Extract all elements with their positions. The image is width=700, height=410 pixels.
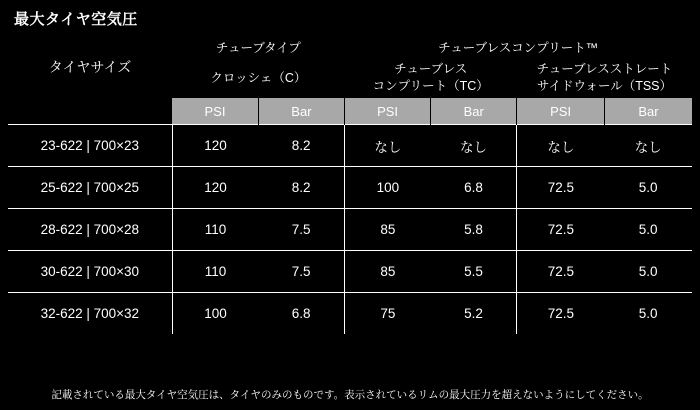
cell-tss-bar: 5.0 (604, 293, 692, 335)
column-header-tc-line1: チューブレス (394, 62, 468, 77)
group-header-tubeless-complete: チューブレスコンプリート™ (438, 41, 599, 55)
cell-tc-bar: 5.8 (431, 209, 517, 251)
row-size: 23-622 | 700×23 (8, 125, 172, 167)
cell-crochet-bar: 7.5 (258, 251, 344, 293)
cell-tss-psi: 72.5 (517, 167, 605, 209)
max-tyre-pressure-table (8, 36, 692, 334)
cell-tc-psi: なし (345, 125, 431, 167)
unit-tc-bar: Bar (431, 98, 517, 125)
cell-tc-psi: 85 (345, 251, 431, 293)
unit-row (8, 98, 692, 125)
table-row (8, 251, 692, 293)
cell-tss-bar: なし (604, 125, 692, 167)
column-header-tubeless-complete (345, 58, 517, 98)
cell-crochet-psi: 120 (172, 167, 258, 209)
cell-tss-psi: なし (517, 125, 605, 167)
cell-tc-bar: 6.8 (431, 167, 517, 209)
cell-tc-bar: なし (431, 125, 517, 167)
row-size: 32-622 | 700×32 (8, 293, 172, 335)
cell-crochet-psi: 100 (172, 293, 258, 335)
page-title: 最大タイヤ空気圧 (14, 11, 138, 28)
table-row (8, 125, 692, 167)
row-size: 30-622 | 700×30 (8, 251, 172, 293)
cell-tc-bar: 5.2 (431, 293, 517, 335)
pressure-table-container (8, 36, 692, 334)
row-size: 25-622 | 700×25 (8, 167, 172, 209)
cell-tc-psi: 85 (345, 209, 431, 251)
table-row (8, 293, 692, 335)
cell-crochet-bar: 7.5 (258, 209, 344, 251)
group-header-tube-type: チューブタイプ (215, 41, 301, 55)
unit-row-blank (8, 98, 172, 125)
unit-tc-psi: PSI (345, 98, 431, 125)
group-header-row (8, 36, 692, 58)
cell-tss-psi: 72.5 (517, 293, 605, 335)
footnote: 記載されている最大タイヤ空気圧は、タイヤのみのものです。表示されているリムの最大圧力を超えないようにしてください。 (51, 389, 649, 401)
cell-tc-bar: 5.5 (431, 251, 517, 293)
cell-tss-psi: 72.5 (517, 209, 605, 251)
table-row (8, 167, 692, 209)
row-size: 28-622 | 700×28 (8, 209, 172, 251)
column-header-tubeless-straight-sidewall (517, 58, 692, 98)
cell-crochet-bar: 8.2 (258, 167, 344, 209)
cell-crochet-bar: 6.8 (258, 293, 344, 335)
unit-crochet-bar: Bar (258, 98, 344, 125)
cell-tc-psi: 75 (345, 293, 431, 335)
cell-tss-psi: 72.5 (517, 251, 605, 293)
column-header-tss-line1: チューブレスストレート (536, 62, 673, 77)
column-header-crochet-line1: クロッシェ（C） (210, 70, 307, 85)
column-header-tss-line2: サイドウォール（TSS） (536, 79, 673, 93)
cell-crochet-psi: 120 (172, 125, 258, 167)
tyre-size-header: タイヤサイズ (48, 59, 132, 75)
cell-crochet-psi: 110 (172, 251, 258, 293)
unit-tss-psi: PSI (517, 98, 605, 125)
cell-tss-bar: 5.0 (604, 167, 692, 209)
cell-crochet-bar: 8.2 (258, 125, 344, 167)
column-header-tc-line2: コンプリート（TC） (372, 79, 489, 93)
unit-tss-bar: Bar (604, 98, 692, 125)
cell-tss-bar: 5.0 (604, 209, 692, 251)
cell-tss-bar: 5.0 (604, 251, 692, 293)
unit-crochet-psi: PSI (172, 98, 258, 125)
cell-tc-psi: 100 (345, 167, 431, 209)
cell-crochet-psi: 110 (172, 209, 258, 251)
table-row (8, 209, 692, 251)
column-header-crochet (172, 58, 344, 98)
